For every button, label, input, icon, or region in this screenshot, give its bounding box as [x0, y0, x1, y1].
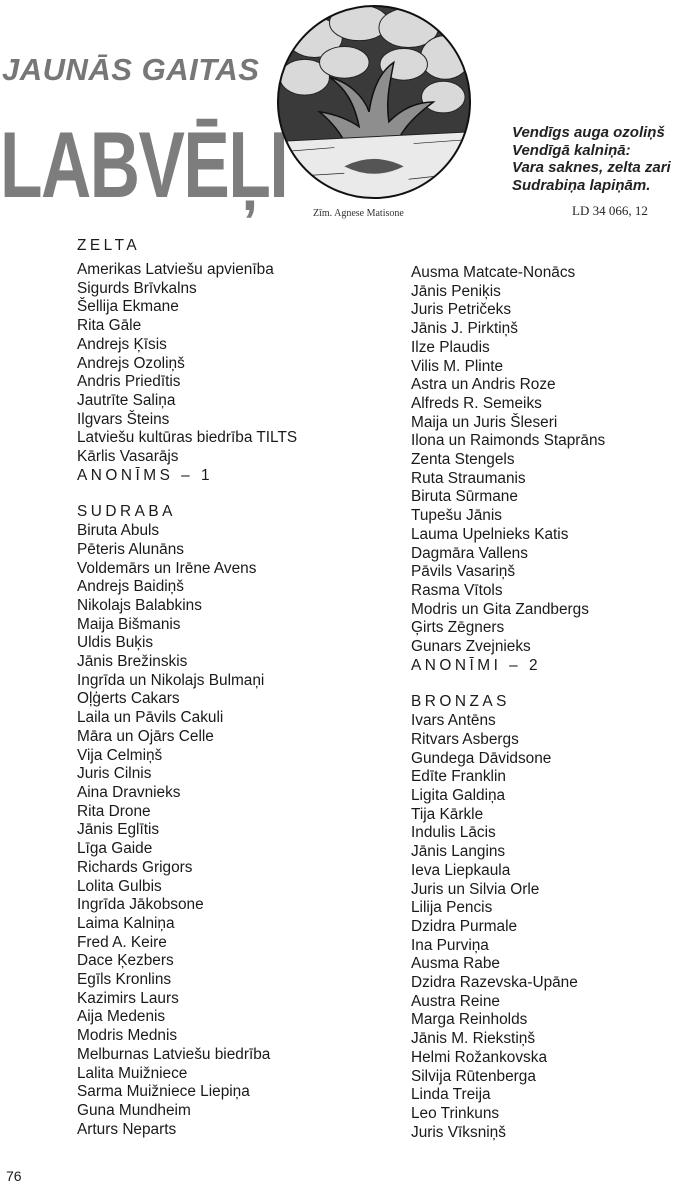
- donor-name: Andrejs Ozoliņš: [77, 354, 185, 372]
- donor-name: Uldis Buķis: [77, 634, 154, 652]
- zelta-donor-list: [77, 261, 297, 467]
- donor-name: Ruta Straumanis: [411, 469, 526, 487]
- donor-name: Maija un Juris Šleseri: [411, 413, 558, 431]
- donor-name: Guna Mundheim: [77, 1101, 191, 1119]
- epigraph-poem: [512, 124, 671, 194]
- donor-name: Rita Gāle: [77, 317, 142, 335]
- donor-name: Jautrīte Saliņa: [77, 391, 176, 409]
- donor-name: Lalita Muižniece: [77, 1064, 188, 1082]
- donor-name: Vilis M. Plinte: [411, 357, 504, 375]
- donor-column-right: [411, 264, 605, 1142]
- donor-name: Alfreds R. Semeiks: [411, 394, 542, 412]
- donor-name: Andrejs Ķīsis: [77, 335, 167, 353]
- poem-reference: LD 34 066, 12: [572, 203, 648, 218]
- donor-name: Laima Kalniņa: [77, 914, 175, 932]
- donor-name: Austra Reine: [411, 992, 500, 1010]
- donor-name: Aija Medenis: [77, 1008, 166, 1026]
- anonymous-count: ANONĪMI – 2: [411, 656, 542, 674]
- donor-name: Ligita Galdiņa: [411, 786, 506, 804]
- poem-line: Vendīgs auga ozoliņš: [512, 124, 665, 141]
- donor-name: Jānis Brežinskis: [77, 653, 188, 671]
- donor-name: Silvija Rūtenberga: [411, 1067, 536, 1085]
- donor-name: Edīte Franklin: [411, 768, 506, 786]
- donor-name: Lauma Upelnieks Katis: [411, 525, 569, 543]
- donor-name: Nikolajs Balabkins: [77, 596, 202, 614]
- donor-name: Ingrīda Jākobsone: [77, 896, 204, 914]
- donor-name: Ausma Rabe: [411, 955, 500, 973]
- donor-name: Linda Treija: [411, 1086, 491, 1104]
- donor-name: Arturs Neparts: [77, 1120, 177, 1138]
- donor-name: Oļģerts Cakars: [77, 690, 180, 708]
- donor-name: Egīls Kronlins: [77, 971, 172, 989]
- donor-name: Līga Gaide: [77, 840, 153, 858]
- donor-name: Rasma Vītols: [411, 581, 503, 599]
- section-heading-bronzas: BRONZAS: [411, 693, 510, 711]
- donor-name: Pāvils Vasariņš: [411, 563, 516, 581]
- donor-name: Helmi Rožankovska: [411, 1048, 547, 1066]
- donor-name: Amerikas Latviešu apvienība: [77, 261, 274, 278]
- poem-line: Vendīgā kalniņā:: [512, 141, 631, 159]
- donor-name: Kārlis Vasarājs: [77, 448, 179, 466]
- donor-name: Modris Mednis: [77, 1027, 178, 1045]
- poem-line: Vara saknes, zelta zari: [512, 159, 671, 176]
- donor-name: Rita Drone: [77, 802, 151, 820]
- donor-name: Jānis Langins: [411, 843, 506, 861]
- donor-name: Ina Purviņa: [411, 936, 489, 954]
- donor-name: Jānis M. Riekstiņš: [411, 1030, 536, 1048]
- donor-name: Aina Dravnieks: [77, 783, 181, 801]
- donor-name: Andris Priedītis: [77, 373, 181, 391]
- poem-line: Sudrabiņa lapiņām.: [512, 176, 651, 194]
- donor-name: Lilija Pencis: [411, 899, 493, 917]
- donor-name: Juris Cilnis: [77, 765, 152, 783]
- donor-name: Tija Kārkle: [411, 805, 484, 823]
- section-heading-zelta: ZELTA: [77, 237, 141, 254]
- donor-name: Juris Petričeks: [411, 301, 512, 319]
- donor-name: Voldemārs un Irēne Avens: [77, 559, 257, 577]
- donor-name: Modris un Gita Zandbergs: [411, 600, 589, 618]
- sudraba-donor-list: [77, 522, 297, 1139]
- donor-name: Juris un Silvia Orle: [411, 880, 540, 898]
- donor-name: Dace Ķezbers: [77, 952, 174, 970]
- donor-name: Ivars Antēns: [411, 712, 496, 730]
- donor-name: Ieva Liepkaula: [411, 861, 511, 879]
- donor-name: Ilona un Raimonds Staprāns: [411, 432, 606, 450]
- donor-name: Gunars Zvejnieks: [411, 638, 531, 656]
- donor-name: Ingrīda un Nikolajs Bulmaņi: [77, 671, 265, 689]
- donor-name: Ģirts Zēgners: [411, 619, 505, 637]
- donor-name: Zenta Stengels: [411, 451, 515, 469]
- section-heading-sudraba: SUDRABA: [77, 503, 176, 521]
- donor-name: Ausma Matcate-Nonācs: [411, 264, 576, 281]
- donor-name: Ilgvars Šteins: [77, 410, 170, 428]
- donor-name: Šellija Ekmane: [77, 298, 179, 316]
- donor-name: Richards Grigors: [77, 858, 193, 876]
- bronzas-donor-list: [411, 712, 605, 1142]
- donor-name: Juris Vīksniņš: [411, 1123, 506, 1141]
- donor-name: Gundega Dāvidsone: [411, 749, 552, 767]
- page-number: 76: [6, 1168, 22, 1184]
- magazine-name: JAUNĀS GAITAS: [2, 52, 260, 87]
- donor-name: Jānis Peniķis: [411, 282, 501, 300]
- donor-name: Vija Celmiņš: [77, 746, 163, 764]
- donor-name: Jānis Eglītis: [77, 821, 160, 839]
- sudraba-donor-list-continued: [411, 264, 605, 657]
- donor-name: Ilze Plaudis: [411, 338, 490, 356]
- donor-column-left: [77, 261, 297, 1139]
- donor-name: Melburnas Latviešu biedrība: [77, 1045, 271, 1063]
- donor-name: Biruta Abuls: [77, 522, 160, 540]
- donor-name: Sigurds Brīvkalns: [77, 279, 197, 297]
- donor-name: Jānis J. Pirktiņš: [411, 320, 518, 338]
- donor-name: Lolita Gulbis: [77, 877, 162, 895]
- donor-name: Andrejs Baidiņš: [77, 578, 184, 596]
- donor-name: Indulis Lācis: [411, 824, 496, 842]
- anonymous-count: ANONĪMS – 1: [77, 466, 213, 484]
- donor-name: Maija Bišmanis: [77, 615, 181, 633]
- donor-name: Dagmāra Vallens: [411, 544, 528, 562]
- page-title: LABVĒĻI: [0, 112, 288, 217]
- donor-name: Sarma Muižniece Liepiņa: [77, 1083, 250, 1101]
- donor-name: Ritvars Asbergs: [411, 730, 519, 748]
- donor-name: Tupešu Jānis: [411, 507, 502, 525]
- donor-name: Dzidra Purmale: [411, 917, 518, 935]
- donor-name: Māra un Ojārs Celle: [77, 727, 214, 745]
- donor-name: Pēteris Alunāns: [77, 540, 184, 558]
- illustration-credit: Zīm. Agnese Matisone: [313, 208, 404, 219]
- donor-name: Latviešu kultūras biedrība TILTS: [77, 429, 298, 447]
- donor-name: Biruta Sūrmane: [411, 488, 518, 506]
- donor-name: Dzidra Razevska-Upāne: [411, 974, 578, 992]
- donor-name: Leo Trinkuns: [411, 1104, 500, 1122]
- donor-name: Astra un Andris Roze: [411, 376, 556, 394]
- oak-tree-illustration: [275, 3, 473, 201]
- donor-name: Marga Reinholds: [411, 1011, 528, 1029]
- donor-name: Kazimirs Laurs: [77, 989, 179, 1007]
- donor-name: Laila un Pāvils Cakuli: [77, 709, 224, 727]
- donor-name: Fred A. Keire: [77, 933, 167, 951]
